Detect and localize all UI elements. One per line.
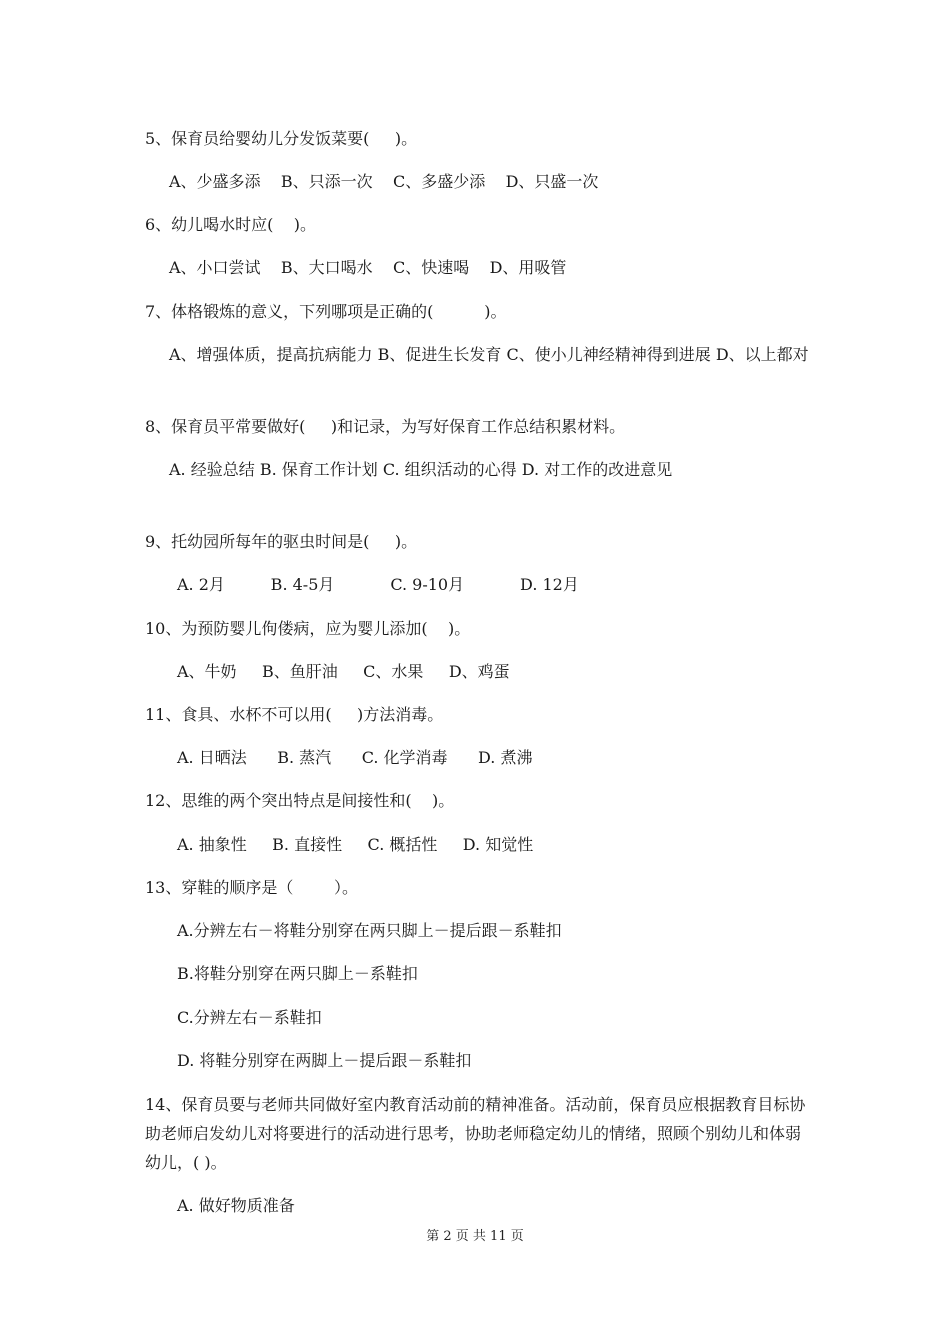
question-13-option-a: A.分辨左右－将鞋分别穿在两只脚上－提后跟－系鞋扣 [177, 921, 562, 940]
question-6-options: A、小口尝试 B、大口喝水 C、快速喝 D、用吸管 [169, 258, 567, 277]
question-14-option-a: A. 做好物质准备 [177, 1196, 295, 1215]
question-13-option-c: C.分辨左右－系鞋扣 [177, 1008, 322, 1027]
question-13-option-d: D. 将鞋分别穿在两脚上－提后跟－系鞋扣 [177, 1051, 472, 1070]
question-6-stem: 6、幼儿喝水时应( )。 [145, 215, 317, 234]
question-8-stem: 8、保育员平常要做好( )和记录，为写好保育工作总结积累材料。 [145, 417, 626, 436]
page-number-footer: 第 2 页 共 11 页 [426, 1229, 524, 1244]
question-12-stem: 12、思维的两个突出特点是间接性和( )。 [145, 791, 455, 810]
question-10-options: A、牛奶 B、鱼肝油 C、水果 D、鸡蛋 [177, 662, 510, 681]
question-10-stem: 10、为预防婴儿佝偻病，应为婴儿添加( )。 [145, 619, 471, 638]
question-9-options: A. 2月 B. 4-5月 C. 9-10月 D. 12月 [177, 575, 579, 594]
question-14-stem: 14、保育员要与老师共同做好室内教育活动前的精神准备。活动前，保育员应根据教育目标协助老师启发幼儿对将要进行的活动进行思考，协助老师稳定幼儿的情绪，照顾个别幼儿和体弱幼儿，( )。 [145, 1095, 806, 1172]
question-8-options: A. 经验总结 B. 保育工作计划 C. 组织活动的心得 D. 对工作的改进意见 [169, 460, 673, 479]
question-5-stem: 5、保育员给婴幼儿分发饭菜要( )。 [145, 129, 418, 148]
question-7-options: A、增强体质，提高抗病能力 B、促进生长发育 C、使小儿神经精神得到进展 D、以上都对 [169, 345, 809, 364]
question-13-stem: 13、穿鞋的顺序是（ ）。 [145, 878, 359, 897]
question-5-options: A、少盛多添 B、只添一次 C、多盛少添 D、只盛一次 [169, 172, 599, 191]
question-11-stem: 11、食具、水杯不可以用( )方法消毒。 [145, 705, 444, 724]
question-7-stem: 7、体格锻炼的意义，下列哪项是正确的( )。 [145, 302, 507, 321]
question-9-stem: 9、托幼园所每年的驱虫时间是( )。 [145, 532, 418, 551]
question-12-options: A. 抽象性 B. 直接性 C. 概括性 D. 知觉性 [177, 835, 534, 854]
question-13-option-b: B.将鞋分别穿在两只脚上－系鞋扣 [177, 964, 418, 983]
question-11-options: A. 日晒法 B. 蒸汽 C. 化学消毒 D. 煮沸 [177, 748, 533, 767]
